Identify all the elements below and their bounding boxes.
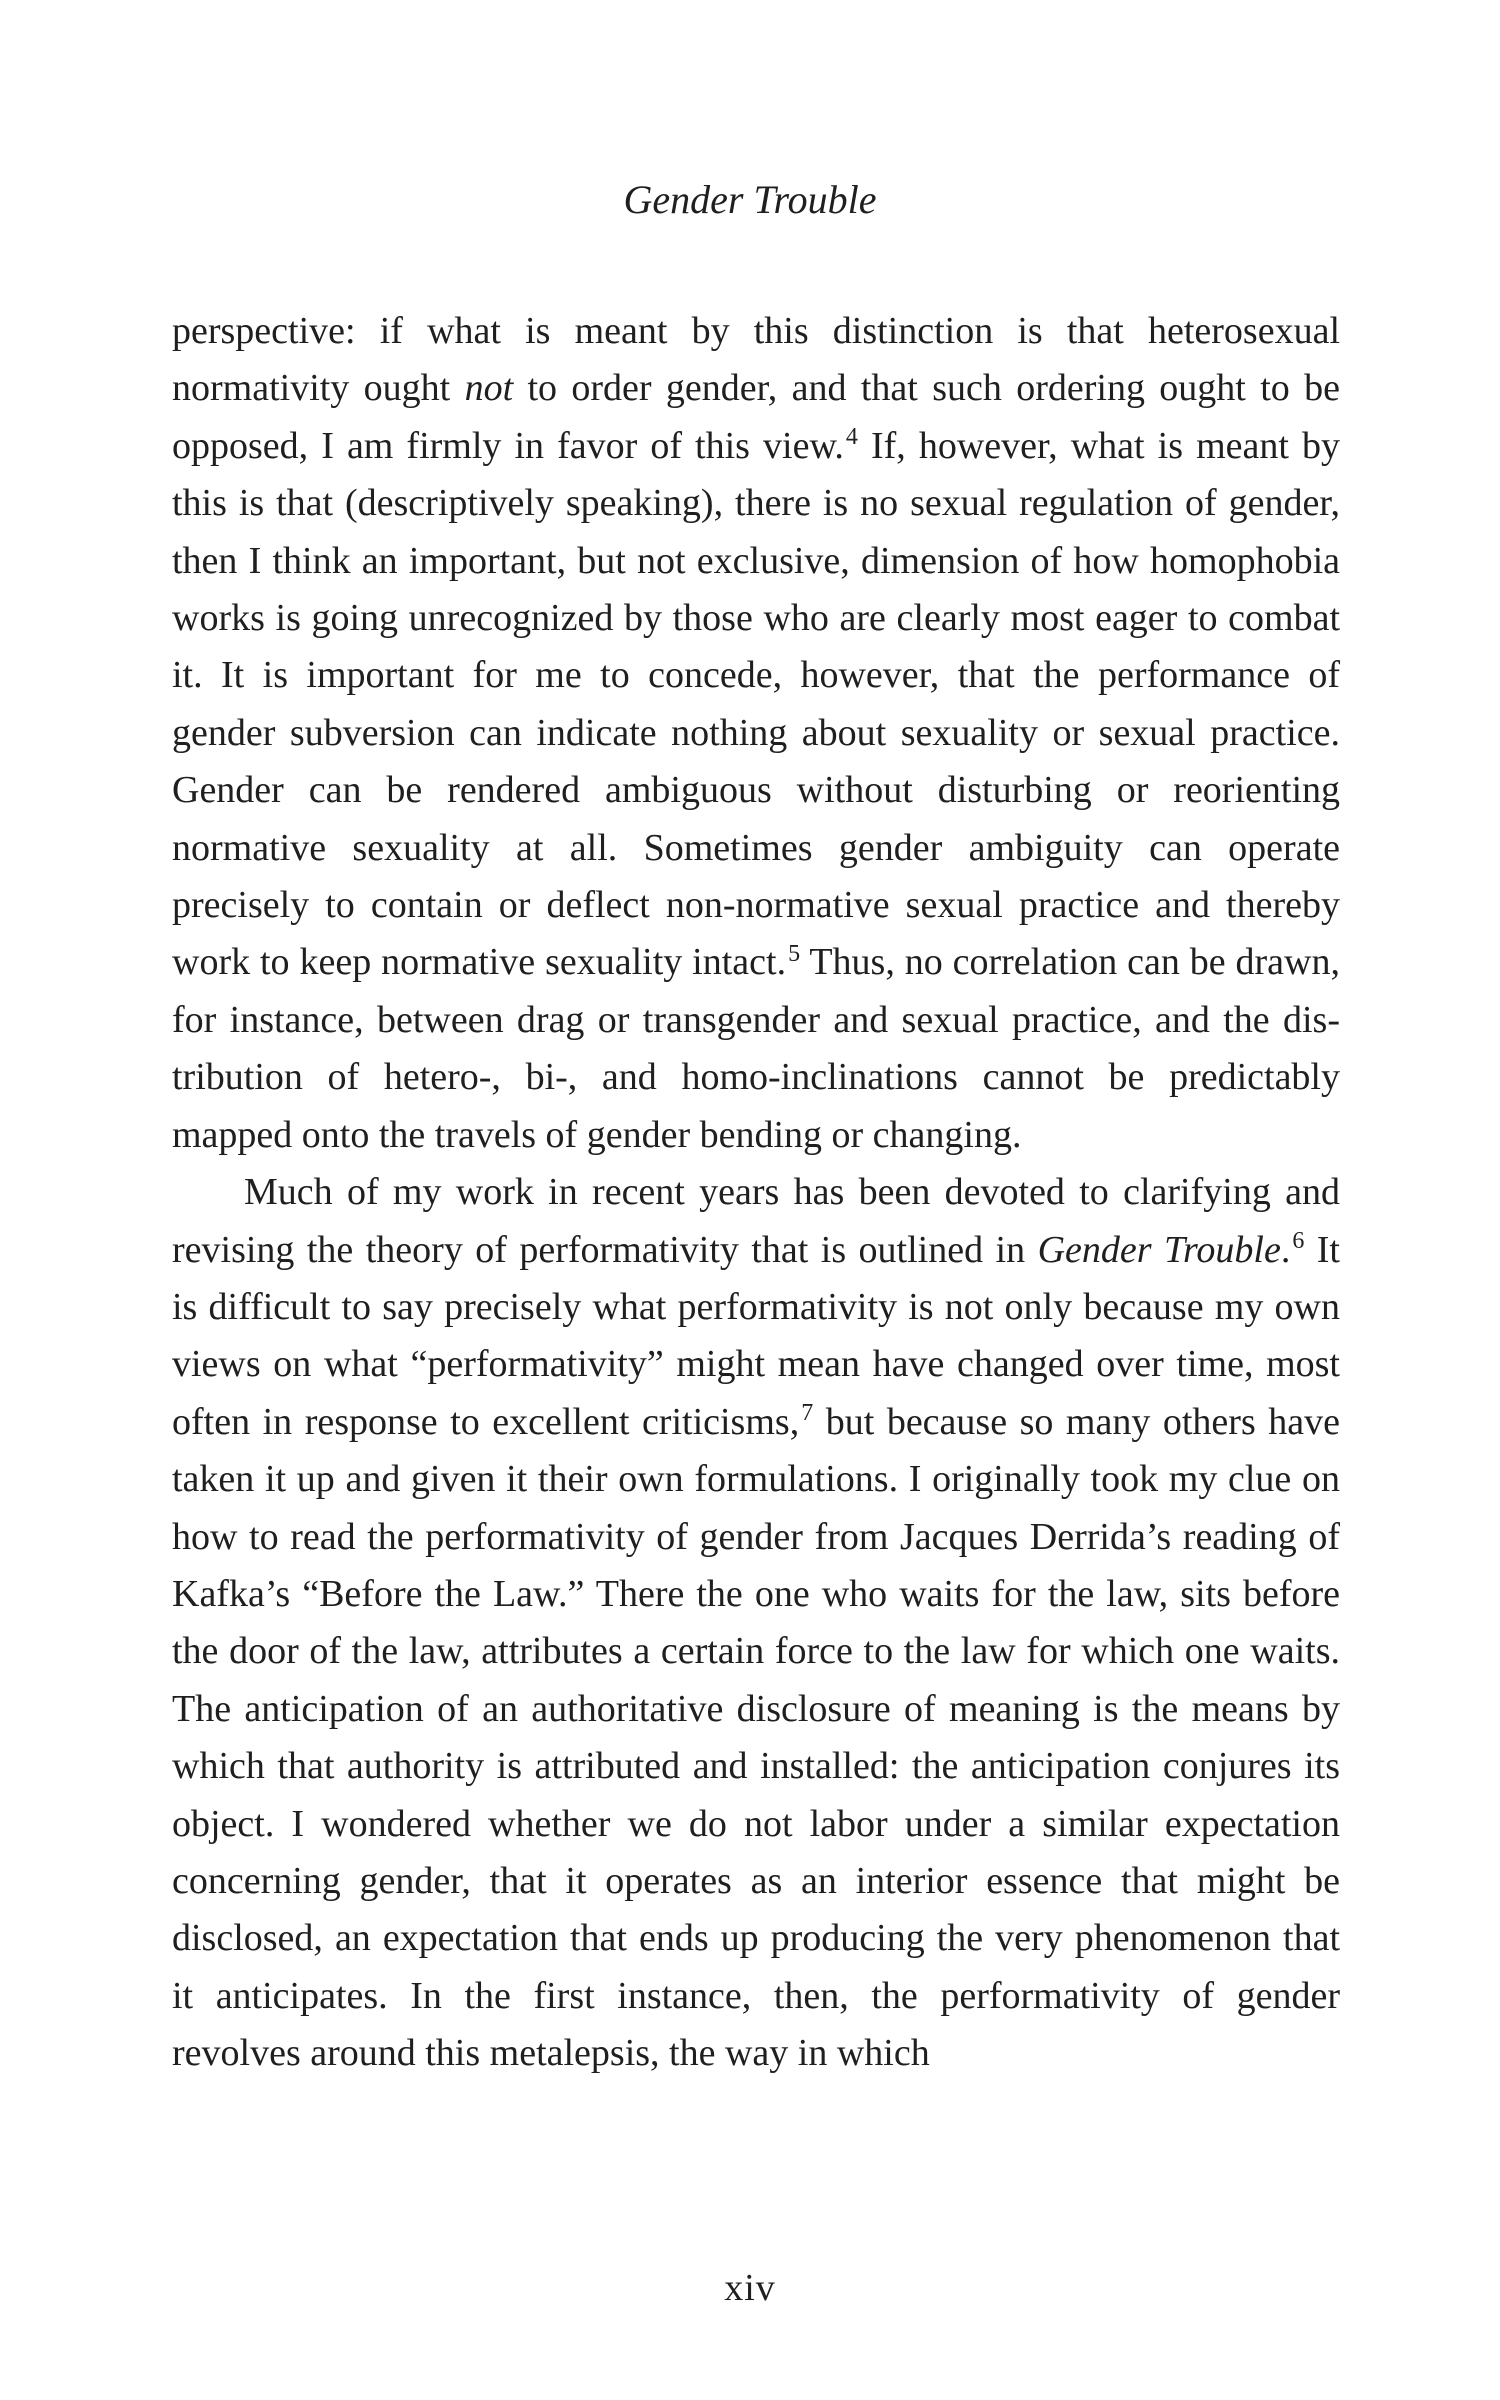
page-number: xiv	[724, 2267, 776, 2309]
footnote-marker-6[interactable]: 6	[1292, 1227, 1305, 1254]
footnote-marker-5[interactable]: 5	[788, 940, 801, 967]
footnote-marker-7[interactable]: 7	[801, 1400, 814, 1427]
paragraph-1-emphasis: not	[464, 367, 514, 410]
paragraph-2-emphasis: Gender Trouble	[1037, 1228, 1281, 1271]
footnote-marker-4[interactable]: 4	[845, 424, 858, 451]
paragraph-2-text-d: but because so many others have taken it up and given it their own formulations. I originally took my clue on how to read the performativity of gender from Jacques Derrida’s reading of Kafka’s “Before the Law.” There the one who waits for the law, sits before the door of the law, attributes a certain force to the law for which one waits. The anticipation of an authoritative disclosure of meaning is the means by which that authority is attributed and installed: the anticipation conjures its object. I wondered whether we do not labor under a similar expectation concerning gender, that it operates as an interior essence that might be disclosed, an expectation that ends up producing the very phenomenon that it anticipates. In the first instance, then, the performativity of gender revolves around this metalepsis, the way in which	[172, 1400, 1341, 2075]
paragraph-1	[172, 303, 1340, 1164]
paragraph-1-text-a: perspective: if what is meant by this distinction is that heterosexual normativity ought	[172, 310, 1340, 410]
paragraph-1-text-c: If, however, what is meant by this is that (descriptively speaking), there is no sexual regulation of gender, then I think an important, but not exclusive, dimension of how homophobia works is going unrecognized by those who are clearly most eager to combat it. It is important for me to concede, however, that the performance of gender subversion can indicate nothing about sexuality or sexual practice. Gender can be rendered ambiguous without disturbing or reorienting normative sexuality at all. Sometimes gender ambiguity can operate precisely to contain or deflect non-normative sexual practice and thereby work to keep normative sexuality intact.	[172, 424, 1340, 984]
paragraph-2-text-b: .	[1280, 1228, 1291, 1271]
paragraph-1-text-b: to order gender, and that such ordering ought to be opposed, I am firmly in favor of this view.	[172, 367, 1340, 467]
paragraph-2	[172, 1164, 1340, 2083]
paragraph-2-text-c: It is difficult to say precisely what performativity is not only because my own views on what “performativity” might mean have changed over time, most often in response to excellent criticisms,	[172, 1228, 1340, 1443]
running-head-title: Gender Trouble	[623, 177, 877, 222]
paragraph-2-text-a: Much of my work in recent years has been devoted to clarifying and revising the theory of performativity that is outlined in	[172, 1171, 1340, 1271]
paragraph-1-text-d: Thus, no correlation can be drawn, for instance, between drag or transgender and sexual practice, and the distribution of hetero-, bi-, and homo-inclinations cannot be predictably mapped onto the travels of gender bending or changing.	[172, 941, 1340, 1156]
body-text	[172, 303, 1340, 2083]
